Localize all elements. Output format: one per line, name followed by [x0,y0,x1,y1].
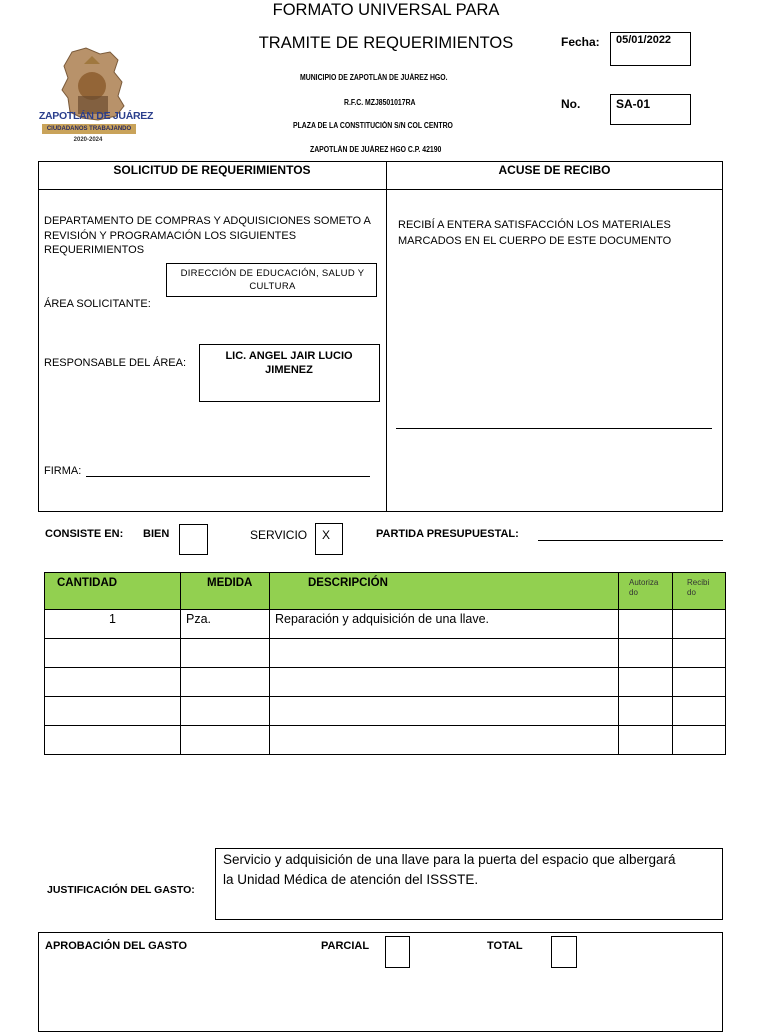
form-title-line2: TRAMITE DE REQUERIMIENTOS [258,34,514,52]
header-recibido: Recibi do [673,573,726,610]
area-label: ÁREA SOLICITANTE: [44,298,151,310]
cell-autorizado[interactable] [619,726,673,755]
requirements-table [44,572,726,755]
cell-recibido[interactable] [673,697,726,726]
logo-period: 2020-2024 [73,137,103,143]
cell-medida[interactable] [181,726,270,755]
logo-slogan: CIUDADANOS TRABAJANDO [42,124,136,134]
address-text [236,115,536,133]
rfc-label: R.F.C. MZJ8501017RA [344,98,416,107]
aprobacion-label: APROBACIÓN DEL GASTO [45,940,187,952]
responsable-value-box[interactable] [199,344,380,402]
cell-descripcion[interactable] [270,639,619,668]
cell-descripcion[interactable]: Reparación y adquisición de una llave. [270,610,619,639]
header-cantidad: CANTIDAD [45,573,181,610]
fecha-value: 05/01/2022 [616,34,672,46]
table-header-row [45,573,726,610]
bien-label: BIEN [143,528,170,540]
cell-cantidad[interactable] [45,697,181,726]
form-title-line1: FORMATO UNIVERSAL PARA [272,1,500,19]
area-value-box[interactable] [166,263,377,297]
fecha-field[interactable] [610,32,691,66]
municipality-text [236,67,536,85]
firma-line[interactable] [86,476,370,477]
cell-medida[interactable] [181,697,270,726]
cell-cantidad[interactable]: 1 [45,610,181,639]
partida-label: PARTIDA PRESUPUESTAL: [376,528,519,540]
solicitud-heading: SOLICITUD DE REQUERIMIENTOS [113,163,311,177]
header-medida: MEDIDA [181,573,270,610]
municipal-logo [38,46,154,150]
servicio-checkbox[interactable] [315,523,343,555]
servicio-label: SERVICIO [250,528,308,542]
municipality-label: MUNICIPIO DE ZAPOTLÁN DE JUÁREZ HGO. [300,73,448,82]
solicitud-intro: DEPARTAMENTO DE COMPRAS Y ADQUISICIONES SOMETO A REVISIÓN Y PROGRAMACIÓN LOS SIGUIENTES REQUERIMIENTOS [44,215,371,256]
table-row [45,697,726,726]
table-row [45,668,726,697]
no-field[interactable] [610,94,691,125]
justificacion-text: Servicio y adquisición de una llave para la puerta del espacio que albergará la Unidad Médica de atención del ISSSTE. [223,852,676,887]
responsable-value: LIC. ANGEL JAIR LUCIO JIMENEZ [225,350,353,376]
area-value: DIRECCIÓN DE EDUCACIÓN, SALUD Y CULTURA [180,268,365,292]
no-label: No. [561,97,581,111]
cell-medida[interactable] [181,639,270,668]
section-divider-vertical [386,161,387,512]
cell-medida[interactable] [181,668,270,697]
acuse-heading: ACUSE DE RECIBO [498,163,611,177]
table-row [45,726,726,755]
cell-descripcion[interactable] [270,726,619,755]
cell-autorizado[interactable] [619,668,673,697]
section-divider-horizontal [38,189,723,190]
acuse-signature-line[interactable] [396,428,712,429]
cell-descripcion[interactable] [270,668,619,697]
no-value: SA-01 [616,97,651,111]
cell-autorizado[interactable] [619,639,673,668]
rfc-text [236,92,536,110]
cell-cantidad[interactable] [45,639,181,668]
responsable-label: RESPONSABLE DEL ÁREA: [44,357,187,369]
address-label: PLAZA DE LA CONSTITUCIÓN S/N COL CENTRO [293,121,453,130]
servicio-value: X [322,528,331,542]
cell-autorizado[interactable] [619,610,673,639]
partida-line[interactable] [538,540,723,541]
total-checkbox[interactable] [551,936,577,968]
cell-descripcion[interactable] [270,697,619,726]
fecha-label: Fecha: [561,35,600,49]
logo-name: ZAPOTLÁN DE JUÁREZ [38,110,154,122]
cell-cantidad[interactable] [45,726,181,755]
city-text [236,139,536,157]
cell-recibido[interactable] [673,726,726,755]
cell-recibido[interactable] [673,610,726,639]
bien-checkbox[interactable] [179,524,208,555]
header-descripcion: DESCRIPCIÓN [270,573,619,610]
consiste-label: CONSISTE EN: [45,528,124,540]
header-autorizado: Autoriza do [619,573,673,610]
cell-autorizado[interactable] [619,697,673,726]
acuse-text: RECIBÍ A ENTERA SATISFACCIÓN LOS MATERIALES MARCADOS EN EL CUERPO DE ESTE DOCUMENTO [398,219,672,247]
cell-recibido[interactable] [673,668,726,697]
table-row [45,639,726,668]
justificacion-label: JUSTIFICACIÓN DEL GASTO: [47,884,195,896]
parcial-checkbox[interactable] [385,936,410,968]
total-label: TOTAL [487,940,523,952]
cell-recibido[interactable] [673,639,726,668]
firma-label: FIRMA: [44,465,82,477]
city-label: ZAPOTLÁN DE JUÁREZ HGO C.P. 42190 [309,145,442,154]
justificacion-box[interactable] [215,848,723,920]
cell-cantidad[interactable] [45,668,181,697]
cell-medida[interactable]: Pza. [181,610,270,639]
table-row [45,610,726,639]
parcial-label: PARCIAL [321,940,370,952]
